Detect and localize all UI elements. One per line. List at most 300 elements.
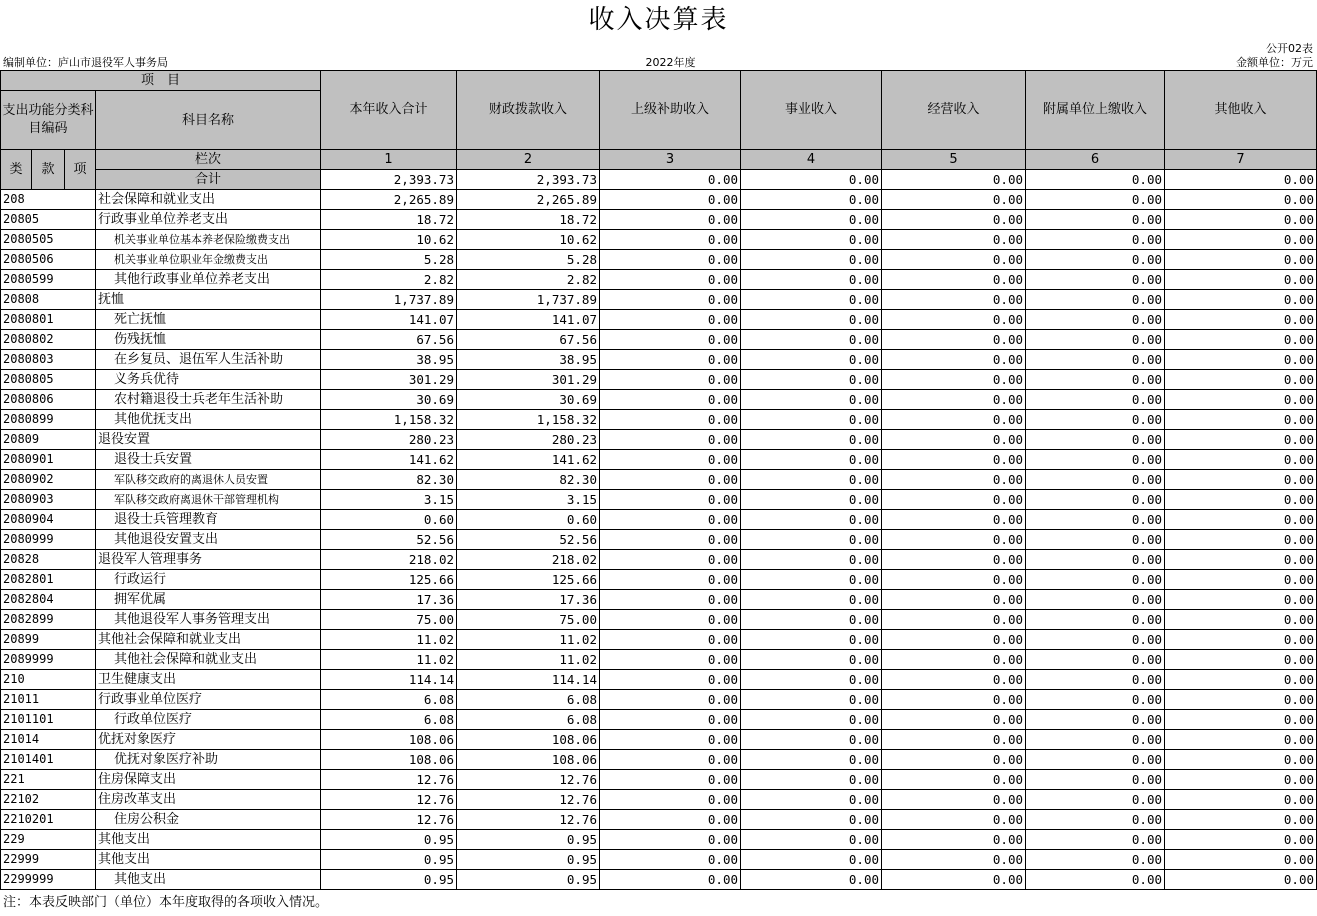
row-value-7: 0.00 [1165, 850, 1317, 870]
row-value-3: 0.00 [600, 650, 741, 670]
table-row [1, 710, 1317, 730]
row-value-3: 0.00 [600, 790, 741, 810]
row-code: 21011 [1, 690, 96, 710]
row-value-7: 0.00 [1165, 690, 1317, 710]
row-value-1: 6.08 [321, 710, 457, 730]
table-row [1, 670, 1317, 690]
row-value-5: 0.00 [882, 530, 1026, 550]
row-subject-name: 机关事业单位职业年金缴费支出 [96, 250, 321, 270]
report-meta [0, 55, 1317, 70]
total-value-3: 0.00 [600, 170, 741, 190]
row-value-2: 108.06 [457, 750, 600, 770]
row-value-1: 18.72 [321, 210, 457, 230]
row-code: 2082801 [1, 570, 96, 590]
row-value-1: 125.66 [321, 570, 457, 590]
table-row [1, 290, 1317, 310]
row-value-3: 0.00 [600, 770, 741, 790]
row-value-7: 0.00 [1165, 710, 1317, 730]
row-value-3: 0.00 [600, 550, 741, 570]
col-header-2: 财政拨款收入 [457, 71, 600, 150]
table-row [1, 870, 1317, 890]
row-value-1: 114.14 [321, 670, 457, 690]
income-table [0, 70, 1317, 890]
row-subject-name: 其他退役安置支出 [96, 530, 321, 550]
row-value-6: 0.00 [1026, 650, 1165, 670]
row-value-1: 0.95 [321, 870, 457, 890]
row-value-1: 11.02 [321, 650, 457, 670]
row-value-7: 0.00 [1165, 790, 1317, 810]
row-value-1: 301.29 [321, 370, 457, 390]
row-value-6: 0.00 [1026, 690, 1165, 710]
total-value-7: 0.00 [1165, 170, 1317, 190]
row-code: 2080801 [1, 310, 96, 330]
row-subject-name: 其他社会保障和就业支出 [96, 650, 321, 670]
row-value-3: 0.00 [600, 870, 741, 890]
row-code: 2101401 [1, 750, 96, 770]
table-row [1, 270, 1317, 290]
table-row [1, 490, 1317, 510]
row-value-1: 12.76 [321, 770, 457, 790]
row-value-2: 218.02 [457, 550, 600, 570]
row-value-2: 280.23 [457, 430, 600, 450]
row-value-6: 0.00 [1026, 270, 1165, 290]
row-value-7: 0.00 [1165, 570, 1317, 590]
row-code: 20808 [1, 290, 96, 310]
row-value-2: 2,265.89 [457, 190, 600, 210]
row-value-5: 0.00 [882, 770, 1026, 790]
total-row [1, 170, 1317, 190]
row-subject-name: 其他优抚支出 [96, 410, 321, 430]
header-code-group: 支出功能分类科目编码 [1, 91, 96, 150]
row-value-1: 82.30 [321, 470, 457, 490]
table-row [1, 610, 1317, 630]
row-value-5: 0.00 [882, 410, 1026, 430]
row-value-2: 18.72 [457, 210, 600, 230]
row-value-2: 114.14 [457, 670, 600, 690]
row-value-2: 0.95 [457, 870, 600, 890]
row-subject-name: 其他退役军人事务管理支出 [96, 610, 321, 630]
row-value-1: 3.15 [321, 490, 457, 510]
row-value-1: 1,737.89 [321, 290, 457, 310]
row-value-6: 0.00 [1026, 370, 1165, 390]
row-value-4: 0.00 [741, 270, 882, 290]
row-subject-name: 住房保障支出 [96, 770, 321, 790]
header-project: 项 目 [1, 71, 321, 91]
row-value-3: 0.00 [600, 390, 741, 410]
row-value-5: 0.00 [882, 330, 1026, 350]
row-value-3: 0.00 [600, 670, 741, 690]
row-value-5: 0.00 [882, 730, 1026, 750]
row-value-2: 3.15 [457, 490, 600, 510]
row-value-3: 0.00 [600, 430, 741, 450]
table-note: 注：本表反映部门（单位）本年度取得的各项收入情况。 [3, 895, 329, 910]
row-value-5: 0.00 [882, 670, 1026, 690]
row-value-3: 0.00 [600, 450, 741, 470]
total-value-6: 0.00 [1026, 170, 1165, 190]
col-header-4: 事业收入 [741, 71, 882, 150]
table-row [1, 370, 1317, 390]
total-value-1: 2,393.73 [321, 170, 457, 190]
row-value-4: 0.00 [741, 810, 882, 830]
row-value-2: 12.76 [457, 770, 600, 790]
row-code: 2080599 [1, 270, 96, 290]
row-value-4: 0.00 [741, 550, 882, 570]
row-code: 2210201 [1, 810, 96, 830]
col-header-1: 本年收入合计 [321, 71, 457, 150]
row-value-2: 11.02 [457, 630, 600, 650]
row-value-4: 0.00 [741, 350, 882, 370]
row-value-5: 0.00 [882, 710, 1026, 730]
row-value-6: 0.00 [1026, 830, 1165, 850]
row-value-5: 0.00 [882, 230, 1026, 250]
row-value-1: 12.76 [321, 790, 457, 810]
row-value-6: 0.00 [1026, 570, 1165, 590]
row-value-3: 0.00 [600, 310, 741, 330]
row-value-5: 0.00 [882, 690, 1026, 710]
row-value-5: 0.00 [882, 450, 1026, 470]
row-value-1: 108.06 [321, 730, 457, 750]
row-value-4: 0.00 [741, 430, 882, 450]
row-code: 2080802 [1, 330, 96, 350]
row-value-3: 0.00 [600, 610, 741, 630]
row-value-7: 0.00 [1165, 330, 1317, 350]
row-value-1: 0.60 [321, 510, 457, 530]
row-value-5: 0.00 [882, 290, 1026, 310]
row-value-6: 0.00 [1026, 250, 1165, 270]
row-code: 2089999 [1, 650, 96, 670]
row-value-2: 67.56 [457, 330, 600, 350]
row-value-1: 11.02 [321, 630, 457, 650]
col-number-6: 6 [1026, 150, 1165, 170]
row-value-7: 0.00 [1165, 350, 1317, 370]
table-row [1, 230, 1317, 250]
row-value-7: 0.00 [1165, 750, 1317, 770]
row-value-5: 0.00 [882, 650, 1026, 670]
header-lei: 类 [1, 150, 32, 190]
row-value-2: 125.66 [457, 570, 600, 590]
row-value-7: 0.00 [1165, 190, 1317, 210]
row-value-5: 0.00 [882, 490, 1026, 510]
col-header-5: 经营收入 [882, 71, 1026, 150]
row-value-2: 5.28 [457, 250, 600, 270]
row-subject-name: 在乡复员、退伍军人生活补助 [96, 350, 321, 370]
row-code: 2082804 [1, 590, 96, 610]
row-value-6: 0.00 [1026, 190, 1165, 210]
table-row [1, 390, 1317, 410]
table-row [1, 550, 1317, 570]
row-value-5: 0.00 [882, 430, 1026, 450]
row-value-3: 0.00 [600, 490, 741, 510]
table-row [1, 590, 1317, 610]
row-value-4: 0.00 [741, 250, 882, 270]
table-row [1, 770, 1317, 790]
row-value-7: 0.00 [1165, 670, 1317, 690]
row-value-4: 0.00 [741, 830, 882, 850]
row-value-3: 0.00 [600, 590, 741, 610]
row-code: 2080902 [1, 470, 96, 490]
form-number: 公开02表 [1266, 42, 1313, 55]
table-row [1, 350, 1317, 370]
table-row [1, 570, 1317, 590]
table-row [1, 430, 1317, 450]
row-code: 21014 [1, 730, 96, 750]
row-value-5: 0.00 [882, 470, 1026, 490]
row-value-6: 0.00 [1026, 850, 1165, 870]
row-code: 2080899 [1, 410, 96, 430]
row-code: 221 [1, 770, 96, 790]
row-value-4: 0.00 [741, 330, 882, 350]
header-subject-name: 科目名称 [96, 91, 321, 150]
row-value-7: 0.00 [1165, 250, 1317, 270]
row-value-4: 0.00 [741, 190, 882, 210]
row-value-4: 0.00 [741, 610, 882, 630]
row-value-6: 0.00 [1026, 290, 1165, 310]
row-subject-name: 伤残抚恤 [96, 330, 321, 350]
row-value-5: 0.00 [882, 810, 1026, 830]
row-value-4: 0.00 [741, 470, 882, 490]
row-value-2: 30.69 [457, 390, 600, 410]
row-value-6: 0.00 [1026, 810, 1165, 830]
row-value-1: 12.76 [321, 810, 457, 830]
row-value-6: 0.00 [1026, 870, 1165, 890]
row-value-3: 0.00 [600, 570, 741, 590]
row-value-6: 0.00 [1026, 210, 1165, 230]
row-value-2: 141.62 [457, 450, 600, 470]
row-code: 208 [1, 190, 96, 210]
row-subject-name: 义务兵优待 [96, 370, 321, 390]
col-header-6: 附属单位上缴收入 [1026, 71, 1165, 150]
row-value-2: 141.07 [457, 310, 600, 330]
row-subject-name: 其他支出 [96, 830, 321, 850]
row-value-3: 0.00 [600, 750, 741, 770]
row-value-6: 0.00 [1026, 770, 1165, 790]
row-value-7: 0.00 [1165, 310, 1317, 330]
row-value-4: 0.00 [741, 590, 882, 610]
row-value-4: 0.00 [741, 290, 882, 310]
row-value-1: 218.02 [321, 550, 457, 570]
row-value-6: 0.00 [1026, 670, 1165, 690]
row-subject-name: 退役安置 [96, 430, 321, 450]
row-value-4: 0.00 [741, 490, 882, 510]
row-value-2: 0.95 [457, 830, 600, 850]
row-value-6: 0.00 [1026, 310, 1165, 330]
row-value-4: 0.00 [741, 750, 882, 770]
row-code: 20805 [1, 210, 96, 230]
table-row [1, 810, 1317, 830]
row-value-6: 0.00 [1026, 330, 1165, 350]
row-subject-name: 行政事业单位养老支出 [96, 210, 321, 230]
row-value-2: 0.60 [457, 510, 600, 530]
row-value-1: 141.07 [321, 310, 457, 330]
row-subject-name: 行政运行 [96, 570, 321, 590]
row-code: 20899 [1, 630, 96, 650]
row-value-4: 0.00 [741, 770, 882, 790]
row-subject-name: 住房公积金 [96, 810, 321, 830]
row-value-3: 0.00 [600, 810, 741, 830]
row-value-4: 0.00 [741, 370, 882, 390]
row-value-5: 0.00 [882, 610, 1026, 630]
row-value-6: 0.00 [1026, 410, 1165, 430]
row-code: 22102 [1, 790, 96, 810]
row-value-6: 0.00 [1026, 450, 1165, 470]
row-value-6: 0.00 [1026, 550, 1165, 570]
row-value-4: 0.00 [741, 650, 882, 670]
row-value-2: 12.76 [457, 810, 600, 830]
row-value-3: 0.00 [600, 190, 741, 210]
row-value-1: 6.08 [321, 690, 457, 710]
row-value-7: 0.00 [1165, 390, 1317, 410]
compiling-unit: 编制单位：庐山市退役军人事务局 [3, 56, 168, 69]
row-value-4: 0.00 [741, 850, 882, 870]
row-value-3: 0.00 [600, 530, 741, 550]
row-code: 2080803 [1, 350, 96, 370]
row-code: 2080505 [1, 230, 96, 250]
row-subject-name: 其他支出 [96, 870, 321, 890]
row-subject-name: 其他行政事业单位养老支出 [96, 270, 321, 290]
row-value-4: 0.00 [741, 710, 882, 730]
row-value-2: 0.95 [457, 850, 600, 870]
row-value-4: 0.00 [741, 310, 882, 330]
row-value-6: 0.00 [1026, 610, 1165, 630]
row-value-5: 0.00 [882, 350, 1026, 370]
row-value-4: 0.00 [741, 510, 882, 530]
row-value-3: 0.00 [600, 470, 741, 490]
row-value-2: 38.95 [457, 350, 600, 370]
row-value-3: 0.00 [600, 850, 741, 870]
row-value-1: 0.95 [321, 830, 457, 850]
row-value-5: 0.00 [882, 390, 1026, 410]
row-value-3: 0.00 [600, 350, 741, 370]
row-value-4: 0.00 [741, 730, 882, 750]
row-value-6: 0.00 [1026, 510, 1165, 530]
row-value-4: 0.00 [741, 450, 882, 470]
row-value-2: 1,158.32 [457, 410, 600, 430]
table-row [1, 450, 1317, 470]
row-value-3: 0.00 [600, 690, 741, 710]
row-value-2: 108.06 [457, 730, 600, 750]
row-code: 2080805 [1, 370, 96, 390]
col-number-3: 3 [600, 150, 741, 170]
row-value-3: 0.00 [600, 210, 741, 230]
table-row [1, 330, 1317, 350]
row-value-2: 1,737.89 [457, 290, 600, 310]
table-row [1, 850, 1317, 870]
row-value-7: 0.00 [1165, 470, 1317, 490]
table-row [1, 830, 1317, 850]
row-value-5: 0.00 [882, 190, 1026, 210]
row-value-6: 0.00 [1026, 630, 1165, 650]
row-code: 2080506 [1, 250, 96, 270]
row-value-5: 0.00 [882, 310, 1026, 330]
row-value-5: 0.00 [882, 850, 1026, 870]
row-subject-name: 退役士兵安置 [96, 450, 321, 470]
row-value-2: 75.00 [457, 610, 600, 630]
row-subject-name: 军队移交政府的离退休人员安置 [96, 470, 321, 490]
row-value-6: 0.00 [1026, 350, 1165, 370]
row-code: 2080806 [1, 390, 96, 410]
row-value-2: 17.36 [457, 590, 600, 610]
row-value-1: 1,158.32 [321, 410, 457, 430]
row-subject-name: 其他社会保障和就业支出 [96, 630, 321, 650]
row-value-4: 0.00 [741, 410, 882, 430]
row-value-5: 0.00 [882, 870, 1026, 890]
row-value-1: 0.95 [321, 850, 457, 870]
row-value-7: 0.00 [1165, 550, 1317, 570]
row-value-7: 0.00 [1165, 290, 1317, 310]
total-value-5: 0.00 [882, 170, 1026, 190]
row-value-1: 2,265.89 [321, 190, 457, 210]
row-value-5: 0.00 [882, 630, 1026, 650]
row-value-4: 0.00 [741, 530, 882, 550]
row-value-4: 0.00 [741, 670, 882, 690]
row-code: 2080903 [1, 490, 96, 510]
row-code: 2080901 [1, 450, 96, 470]
row-subject-name: 其他支出 [96, 850, 321, 870]
row-value-7: 0.00 [1165, 370, 1317, 390]
row-value-4: 0.00 [741, 570, 882, 590]
table-row [1, 730, 1317, 750]
row-value-6: 0.00 [1026, 390, 1165, 410]
row-value-3: 0.00 [600, 330, 741, 350]
row-value-5: 0.00 [882, 510, 1026, 530]
row-value-2: 82.30 [457, 470, 600, 490]
row-value-1: 280.23 [321, 430, 457, 450]
row-code: 2101101 [1, 710, 96, 730]
row-value-1: 141.62 [321, 450, 457, 470]
row-value-7: 0.00 [1165, 230, 1317, 250]
row-subject-name: 退役军人管理事务 [96, 550, 321, 570]
row-value-2: 10.62 [457, 230, 600, 250]
row-subject-name: 退役士兵管理教育 [96, 510, 321, 530]
row-subject-name: 优抚对象医疗 [96, 730, 321, 750]
row-value-7: 0.00 [1165, 590, 1317, 610]
header-lanci: 栏次 [96, 150, 321, 170]
row-value-7: 0.00 [1165, 730, 1317, 750]
row-value-2: 52.56 [457, 530, 600, 550]
col-header-3: 上级补助收入 [600, 71, 741, 150]
col-number-1: 1 [321, 150, 457, 170]
row-value-7: 0.00 [1165, 490, 1317, 510]
row-value-4: 0.00 [741, 790, 882, 810]
table-row [1, 410, 1317, 430]
money-unit: 金额单位：万元 [1236, 56, 1313, 69]
row-subject-name: 优抚对象医疗补助 [96, 750, 321, 770]
row-subject-name: 死亡抚恤 [96, 310, 321, 330]
row-value-7: 0.00 [1165, 530, 1317, 550]
table-row [1, 790, 1317, 810]
row-value-3: 0.00 [600, 830, 741, 850]
row-value-6: 0.00 [1026, 590, 1165, 610]
row-value-5: 0.00 [882, 270, 1026, 290]
row-subject-name: 社会保障和就业支出 [96, 190, 321, 210]
row-value-2: 11.02 [457, 650, 600, 670]
col-number-2: 2 [457, 150, 600, 170]
row-value-3: 0.00 [600, 730, 741, 750]
row-code: 22999 [1, 850, 96, 870]
row-value-3: 0.00 [600, 710, 741, 730]
total-value-4: 0.00 [741, 170, 882, 190]
fiscal-year: 2022年度 [645, 56, 696, 69]
row-subject-name: 卫生健康支出 [96, 670, 321, 690]
row-code: 2299999 [1, 870, 96, 890]
row-subject-name: 行政单位医疗 [96, 710, 321, 730]
row-value-1: 52.56 [321, 530, 457, 550]
row-value-7: 0.00 [1165, 450, 1317, 470]
col-number-4: 4 [741, 150, 882, 170]
row-value-1: 30.69 [321, 390, 457, 410]
row-value-7: 0.00 [1165, 870, 1317, 890]
row-value-7: 0.00 [1165, 610, 1317, 630]
